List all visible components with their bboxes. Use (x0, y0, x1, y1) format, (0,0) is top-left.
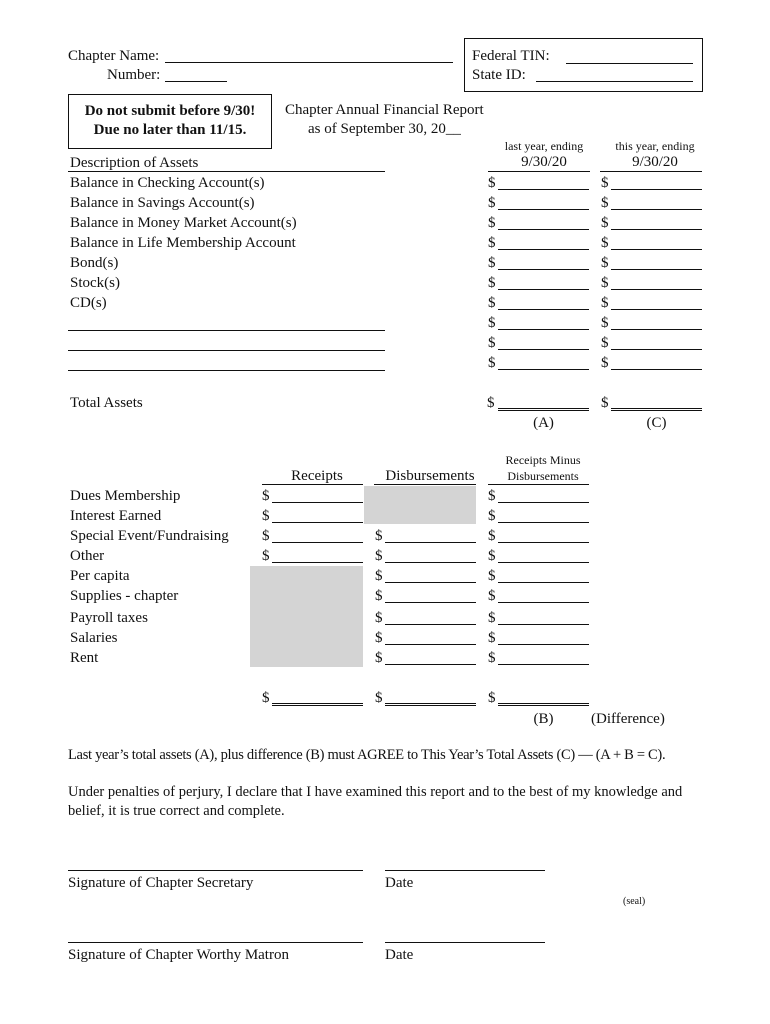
dollar-sign: $ (488, 488, 496, 504)
matron-signature-line[interactable] (68, 942, 363, 943)
difference-label: (Difference) (591, 711, 665, 727)
dollar-sign: $ (488, 315, 496, 331)
disbursements-shaded-cell (364, 486, 476, 524)
total-assets-label: Total Assets (70, 395, 143, 411)
dollar-sign: $ (488, 548, 496, 564)
dollar-sign: $ (488, 215, 496, 231)
description-of-assets-label: Description of Assets (70, 155, 199, 171)
dollar-sign: $ (488, 610, 496, 626)
dollar-sign: $ (601, 275, 609, 291)
item-payroll-taxes: Payroll taxes (70, 610, 148, 626)
federal-tin-label: Federal TIN: (472, 48, 550, 64)
amount-field[interactable] (272, 522, 363, 523)
dollar-sign: $ (601, 215, 609, 231)
item-per-capita: Per capita (70, 568, 130, 584)
amount-field[interactable] (611, 329, 702, 330)
amount-field[interactable] (272, 562, 363, 563)
asset-item-checking: Balance in Checking Account(s) (70, 175, 265, 191)
total-assets-last-year-field[interactable] (498, 408, 589, 411)
dollar-sign: $ (601, 195, 609, 211)
amount-field[interactable] (498, 269, 589, 270)
asset-item-stocks: Stock(s) (70, 275, 120, 291)
total-receipts-field[interactable] (272, 703, 363, 706)
receipts-header: Receipts (291, 468, 343, 484)
diff-header-line-1: Receipts Minus (505, 453, 581, 467)
secretary-signature-label: Signature of Chapter Secretary (68, 875, 254, 891)
dollar-sign: $ (375, 588, 383, 604)
dollar-sign: $ (488, 588, 496, 604)
item-other: Other (70, 548, 105, 564)
amount-field[interactable] (498, 309, 589, 310)
amount-field[interactable] (611, 189, 702, 190)
amount-field[interactable] (385, 562, 476, 563)
dollar-sign: $ (488, 508, 496, 524)
asset-item-cds: CD(s) (70, 295, 107, 311)
federal-tin-field[interactable] (566, 63, 693, 64)
amount-field[interactable] (498, 602, 589, 603)
amount-field[interactable] (498, 209, 589, 210)
dollar-sign: $ (375, 610, 383, 626)
amount-field[interactable] (385, 582, 476, 583)
amount-field[interactable] (498, 249, 589, 250)
col-last-year-header: last year, ending (504, 139, 584, 153)
dollar-sign: $ (375, 650, 383, 666)
seal-label: (seal) (623, 896, 646, 907)
amount-field[interactable] (385, 664, 476, 665)
col-last-year-underline (488, 171, 590, 172)
dollar-sign: $ (488, 335, 496, 351)
description-underline (68, 171, 385, 172)
matron-date-line[interactable] (385, 942, 545, 943)
agree-statement: Last year’s total assets (A), plus difference (B) must AGREE to This Year’s Total Assets (C) — (A + B = C). (68, 747, 666, 763)
amount-field[interactable] (385, 542, 476, 543)
asset-item-life-membership: Balance in Life Membership Account (70, 235, 296, 251)
item-supplies: Supplies - chapter (70, 588, 179, 604)
total-difference-field[interactable] (498, 703, 589, 706)
diff-header-line-2: Disbursements (507, 469, 579, 483)
notice-line-2: Due no later than 11/15. (93, 122, 247, 138)
amount-field[interactable] (611, 269, 702, 270)
matron-date-label: Date (385, 947, 414, 963)
dollar-sign: $ (488, 235, 496, 251)
dollar-sign: $ (375, 568, 383, 584)
amount-field[interactable] (498, 349, 589, 350)
dollar-sign: $ (488, 650, 496, 666)
item-interest-earned: Interest Earned (70, 508, 162, 524)
dollar-sign: $ (375, 630, 383, 646)
dollar-sign: $ (488, 195, 496, 211)
dollar-sign: $ (601, 295, 609, 311)
receipts-header-underline (262, 484, 363, 485)
amount-field[interactable] (498, 644, 589, 645)
dollar-sign: $ (601, 255, 609, 271)
amount-field[interactable] (611, 209, 702, 210)
dollar-sign: $ (488, 630, 496, 646)
amount-field[interactable] (498, 329, 589, 330)
col-this-year-header: this year, ending (615, 139, 695, 153)
amount-field[interactable] (498, 369, 589, 370)
number-field[interactable] (165, 81, 227, 82)
secretary-signature-line[interactable] (68, 870, 363, 871)
asset-blank-line-3[interactable] (68, 370, 385, 371)
dollar-sign: $ (375, 528, 383, 544)
secretary-date-line[interactable] (385, 870, 545, 871)
dollar-sign: $ (262, 548, 270, 564)
dollar-sign: $ (488, 355, 496, 371)
dollar-sign: $ (601, 315, 609, 331)
dollar-sign: $ (262, 488, 270, 504)
chapter-name-label: Chapter Name: (68, 48, 160, 64)
total-disbursements-field[interactable] (385, 703, 476, 706)
amount-field[interactable] (498, 562, 589, 563)
amount-field[interactable] (611, 249, 702, 250)
report-title: Chapter Annual Financial Report (285, 102, 484, 118)
dollar-sign: $ (488, 255, 496, 271)
amount-field[interactable] (498, 229, 589, 230)
asset-item-money-market: Balance in Money Market Account(s) (70, 215, 297, 231)
col-this-year-date: 9/30/20 (632, 154, 678, 170)
perjury-statement-line-2: belief, it is true correct and complete. (68, 803, 285, 819)
asset-item-savings: Balance in Savings Account(s) (70, 195, 255, 211)
secretary-date-label: Date (385, 875, 414, 891)
amount-field[interactable] (498, 522, 589, 523)
dollar-sign: $ (488, 275, 496, 291)
dollar-sign: $ (488, 690, 496, 706)
item-special-event: Special Event/Fundraising (70, 528, 229, 544)
amount-field[interactable] (385, 602, 476, 603)
amount-field[interactable] (611, 309, 702, 310)
dollar-sign: $ (262, 508, 270, 524)
dollar-sign: $ (262, 528, 270, 544)
col-a-label: (A) (533, 415, 554, 431)
amount-field[interactable] (498, 289, 589, 290)
amount-field[interactable] (611, 229, 702, 230)
notice-line-1: Do not submit before 9/30! (84, 103, 256, 119)
amount-field[interactable] (498, 502, 589, 503)
dollar-sign: $ (262, 690, 270, 706)
state-id-field[interactable] (536, 81, 693, 82)
b-label: (B) (533, 711, 554, 727)
asset-blank-line-2[interactable] (68, 350, 385, 351)
col-last-year-date: 9/30/20 (521, 154, 567, 170)
col-this-year-underline (600, 171, 702, 172)
number-label: Number: (107, 67, 161, 83)
dollar-sign: $ (601, 235, 609, 251)
amount-field[interactable] (498, 542, 589, 543)
amount-field[interactable] (611, 349, 702, 350)
amount-field[interactable] (611, 289, 702, 290)
amount-field[interactable] (498, 624, 589, 625)
amount-field[interactable] (498, 664, 589, 665)
dollar-sign: $ (601, 335, 609, 351)
amount-field[interactable] (498, 189, 589, 190)
col-c-label: (C) (646, 415, 667, 431)
dollar-sign: $ (488, 175, 496, 191)
item-salaries: Salaries (70, 630, 118, 646)
item-dues-membership: Dues Membership (70, 488, 181, 504)
dollar-sign: $ (487, 395, 495, 411)
disbursements-header-underline (374, 484, 476, 485)
dollar-sign: $ (488, 295, 496, 311)
dollar-sign: $ (375, 548, 383, 564)
state-id-label: State ID: (472, 67, 526, 83)
dollar-sign: $ (601, 395, 609, 411)
amount-field[interactable] (385, 624, 476, 625)
dollar-sign: $ (488, 568, 496, 584)
total-assets-this-year-field[interactable] (611, 408, 702, 411)
report-subtitle: as of September 30, 20__ (308, 121, 461, 137)
asset-item-bonds: Bond(s) (70, 255, 119, 271)
disbursements-header: Disbursements (385, 468, 475, 484)
amount-field[interactable] (498, 582, 589, 583)
amount-field[interactable] (611, 369, 702, 370)
asset-blank-line-1[interactable] (68, 330, 385, 331)
dollar-sign: $ (601, 175, 609, 191)
dollar-sign: $ (601, 355, 609, 371)
amount-field[interactable] (272, 502, 363, 503)
amount-field[interactable] (385, 644, 476, 645)
item-rent: Rent (70, 650, 99, 666)
dollar-sign: $ (488, 528, 496, 544)
amount-field[interactable] (272, 542, 363, 543)
receipts-shaded-cell (250, 566, 363, 667)
chapter-name-field[interactable] (165, 62, 453, 63)
diff-header-underline (488, 484, 589, 485)
dollar-sign: $ (375, 690, 383, 706)
perjury-statement-line-1: Under penalties of perjury, I declare that I have examined this report and to the best of my knowledge and (68, 784, 683, 800)
matron-signature-label: Signature of Chapter Worthy Matron (68, 947, 289, 963)
